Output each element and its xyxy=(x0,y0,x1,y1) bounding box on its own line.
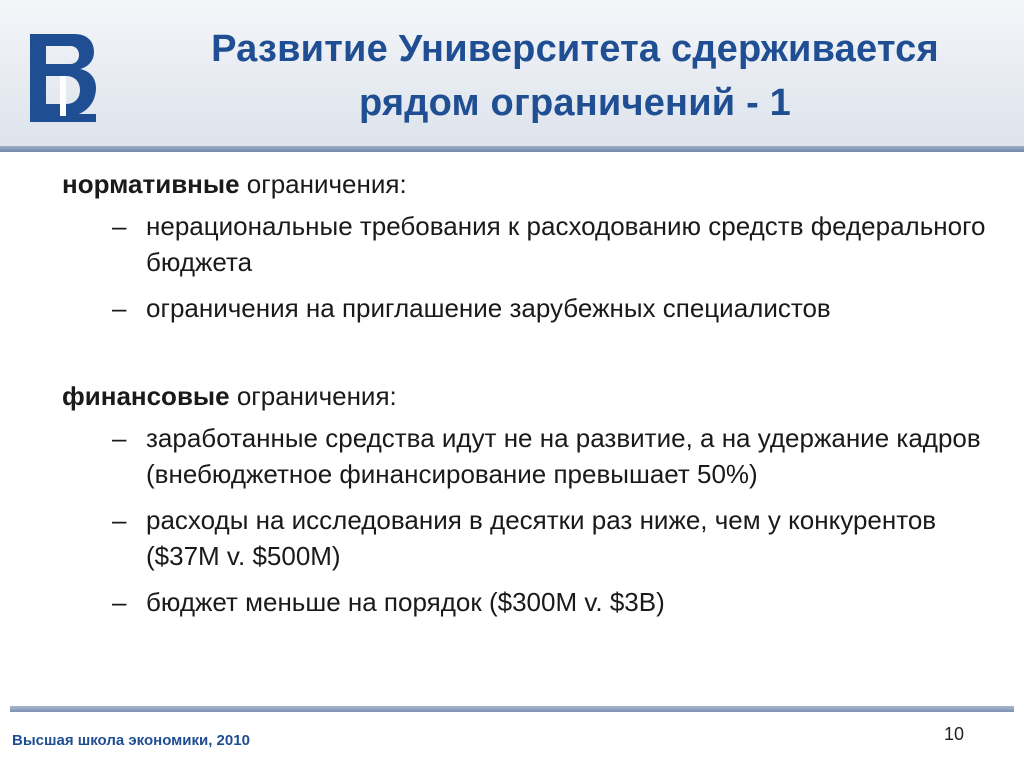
hse-logo-icon xyxy=(22,28,102,126)
list-item-text: расходы на исследования в десятки раз ниже, чем у конкурентов ($37M v. $500M) xyxy=(146,505,937,571)
section-heading-bold: финансовые xyxy=(62,381,230,411)
list-item xyxy=(62,420,992,492)
footer-divider xyxy=(10,706,1014,712)
bullet-dash: – xyxy=(112,211,127,241)
list-item xyxy=(62,502,992,574)
header-divider xyxy=(0,146,1024,152)
section-heading-normative xyxy=(62,166,992,202)
slide-title xyxy=(150,22,1000,130)
bullet-dash: – xyxy=(112,293,127,323)
bullet-dash: – xyxy=(112,423,127,453)
section-heading-bold: нормативные xyxy=(62,169,240,199)
list-item-text: ограничения на приглашение зарубежных специалистов xyxy=(146,293,831,323)
title-line-1: Развитие Университета сдерживается xyxy=(211,28,939,70)
normative-list xyxy=(62,208,992,326)
section-heading-financial xyxy=(62,378,992,414)
section-spacer xyxy=(62,336,992,378)
list-item xyxy=(62,584,992,620)
list-item-text: заработанные средства идут не на развитие, а на удержание кадров (внебюджетное финансирование превышает 50%) xyxy=(146,423,981,489)
section-heading-rest: ограничения: xyxy=(239,169,407,199)
list-item xyxy=(62,290,992,326)
list-item xyxy=(62,208,992,280)
footer-text: Высшая школа экономики, 2010 xyxy=(12,732,250,749)
bullet-dash: – xyxy=(112,587,127,617)
title-line-2: рядом ограничений - 1 xyxy=(358,82,792,124)
page-number: 10 xyxy=(944,724,965,744)
bullet-dash: – xyxy=(112,505,127,535)
section-heading-rest: ограничения: xyxy=(229,381,397,411)
list-item-text: нерациональные требования к расходованию средств федерального бюджета xyxy=(146,211,986,277)
list-item-text: бюджет меньше на порядок ($300M v. $3B) xyxy=(146,587,665,617)
financial-list xyxy=(62,420,992,620)
slide-content xyxy=(62,166,992,630)
